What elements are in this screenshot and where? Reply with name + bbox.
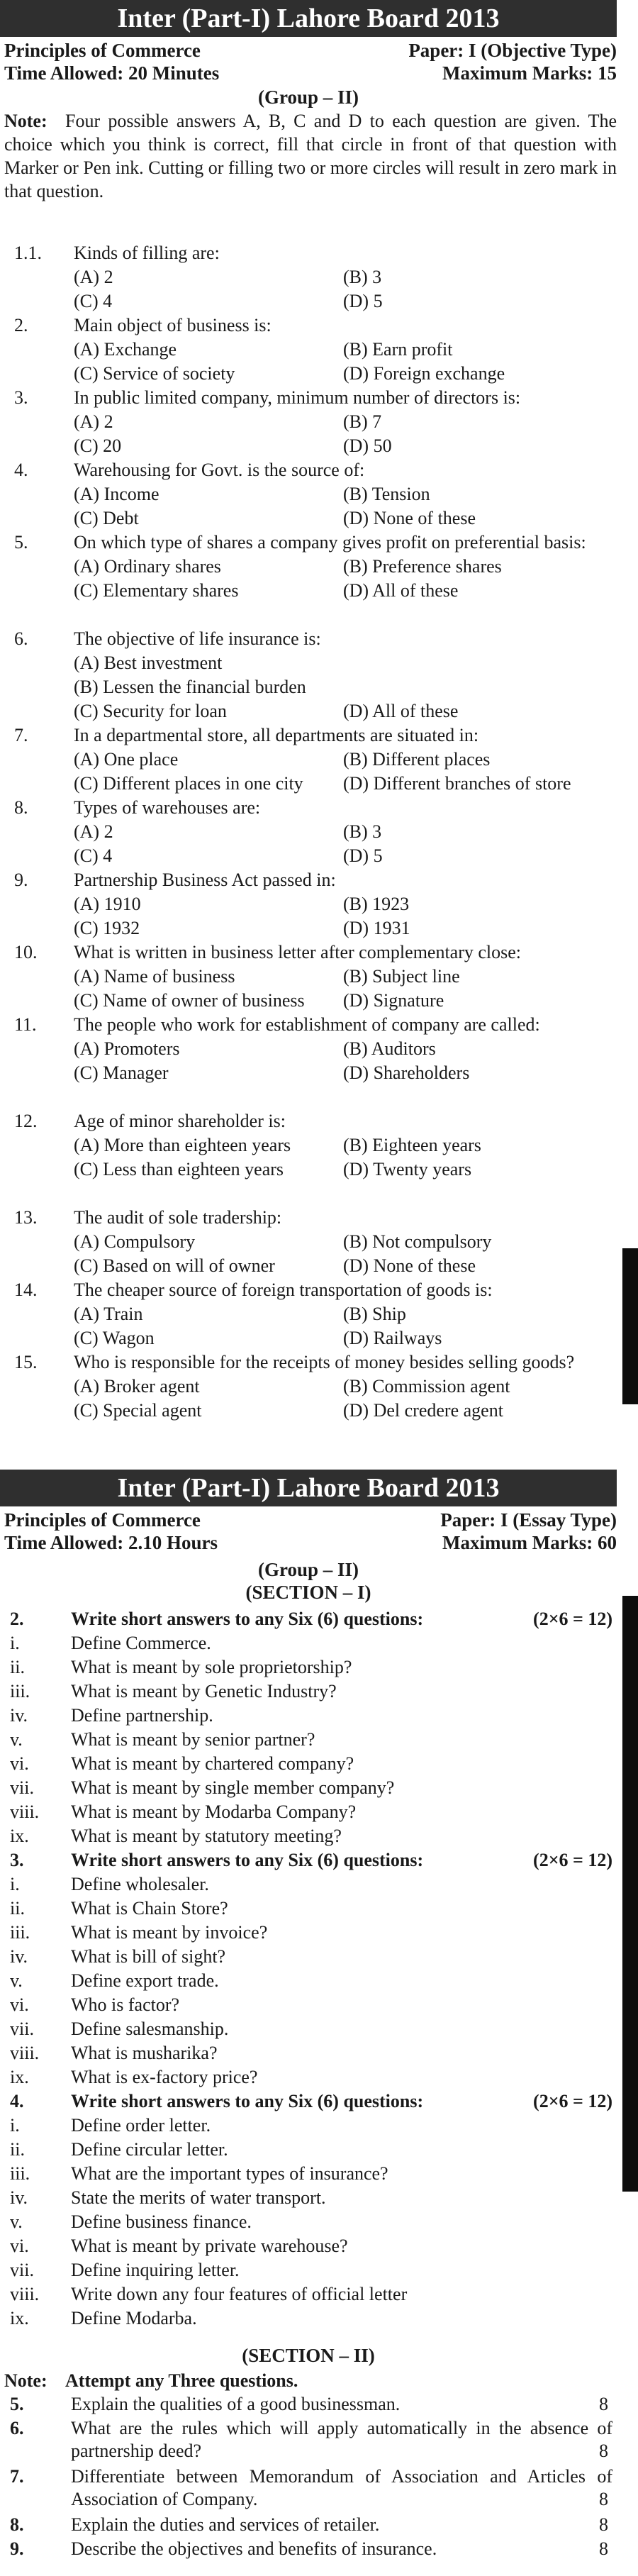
answer-option: (C) Less than eighteen years bbox=[74, 1159, 284, 1179]
item-text: Define salesmanship. bbox=[71, 2019, 229, 2039]
item-number: ii. bbox=[10, 1898, 25, 1919]
note-text: Four possible answers A, B, C and D to each question are given. The choice which you think is correct, fill that circle in front of that question with Marker or Pen ink. Cutting or filling two or more circles will result in zero mark in that question. bbox=[4, 111, 617, 201]
answer-option: (B) Ship bbox=[343, 1304, 406, 1324]
question-stem: In a departmental store, all departments are situated in: bbox=[74, 725, 479, 745]
item-text: What is meant by statutory meeting? bbox=[71, 1826, 342, 1846]
paper-type-label: Paper: I (Objective Type) bbox=[408, 40, 617, 61]
question-number: 9. bbox=[10, 2538, 24, 2559]
item-number: iii. bbox=[10, 1681, 30, 1701]
question-text bbox=[71, 2538, 617, 2560]
answer-options bbox=[74, 1230, 617, 1278]
question-instruction: Write short answers to any Six (6) questions: bbox=[71, 2091, 424, 2111]
answer-option: (D) Twenty years bbox=[343, 1159, 472, 1179]
short-question-heading bbox=[0, 1848, 617, 1872]
question-number: 8. bbox=[10, 2514, 24, 2535]
answer-option: (A) Best investment bbox=[74, 653, 223, 673]
question-instruction: Write short answers to any Six (6) questions: bbox=[71, 1850, 424, 1870]
item-number: ix. bbox=[10, 1826, 29, 1846]
answer-option: (D) Different branches of store bbox=[343, 773, 571, 794]
answer-option: (C) 4 bbox=[74, 845, 113, 866]
answer-option: (D) None of these bbox=[343, 1255, 476, 1276]
question-instruction: Write short answers to any Six (6) questions: bbox=[71, 1609, 424, 1629]
question-marks: 8 bbox=[599, 2514, 608, 2535]
question-stem: The people who work for establishment of company are called: bbox=[74, 1014, 540, 1035]
question-stem: Main object of business is: bbox=[74, 315, 272, 335]
item-number: v. bbox=[10, 2211, 23, 2232]
answer-option: (D) 50 bbox=[343, 435, 392, 456]
answer-option: (C) Different places in one city bbox=[74, 773, 303, 794]
essay-note-text: Attempt any Three questions. bbox=[65, 2370, 298, 2391]
question-stem: The audit of sole tradership: bbox=[74, 1207, 282, 1228]
marks-allocation: (2×6 = 12) bbox=[533, 2091, 612, 2111]
answer-option: (C) Manager bbox=[74, 1062, 169, 1083]
objective-question bbox=[0, 1278, 617, 1350]
answer-option: (C) 20 bbox=[74, 435, 122, 456]
answer-option: (D) All of these bbox=[343, 580, 459, 601]
short-question-item bbox=[0, 2234, 617, 2258]
long-question bbox=[0, 2417, 617, 2463]
question-marks: 8 bbox=[599, 2441, 608, 2461]
item-number: vi. bbox=[10, 1753, 29, 1774]
answer-option: (A) Broker agent bbox=[74, 1376, 200, 1397]
answer-option: (B) 3 bbox=[343, 267, 382, 287]
question-number: 4. bbox=[14, 460, 28, 480]
answer-option: (A) 2 bbox=[74, 267, 113, 287]
short-question-item bbox=[0, 1945, 617, 1969]
answer-option: (A) Income bbox=[74, 484, 160, 504]
answer-options bbox=[74, 1037, 617, 1085]
answer-option: (A) Train bbox=[74, 1304, 143, 1324]
long-question bbox=[0, 2514, 617, 2536]
answer-option: (B) Preference shares bbox=[343, 556, 502, 577]
answer-option: (C) Based on will of owner bbox=[74, 1255, 275, 1276]
question-number: 2. bbox=[14, 315, 28, 335]
short-question-item bbox=[0, 1728, 617, 1752]
question-number: 9. bbox=[14, 870, 28, 890]
item-text: State the merits of water transport. bbox=[71, 2187, 326, 2208]
answer-options bbox=[74, 1133, 617, 1182]
answer-option: (D) None of these bbox=[343, 508, 476, 528]
short-question-item bbox=[0, 2306, 617, 2331]
item-text: What is ex-factory price? bbox=[71, 2067, 258, 2087]
answer-option: (D) Shareholders bbox=[343, 1062, 470, 1083]
answer-option: (B) 1923 bbox=[343, 894, 410, 914]
answer-option: (B) Not compulsory bbox=[343, 1231, 492, 1252]
objective-question bbox=[0, 940, 617, 1013]
objective-question bbox=[0, 796, 617, 868]
item-number: vii. bbox=[10, 2019, 34, 2039]
objective-question bbox=[0, 868, 617, 940]
answer-option: (A) 2 bbox=[74, 821, 113, 842]
answer-option: (C) Service of society bbox=[74, 363, 235, 384]
item-text: Define export trade. bbox=[71, 1970, 219, 1991]
item-text: Define wholesaler. bbox=[71, 1874, 209, 1894]
answer-option: (C) 4 bbox=[74, 291, 113, 311]
answer-option: (D) Foreign exchange bbox=[343, 363, 505, 384]
question-text-content: What are the rules which will apply automatically in the absence of partnership deed? bbox=[71, 2418, 612, 2461]
question-text-content: Explain the duties and services of retailer. bbox=[71, 2514, 380, 2535]
short-question-item bbox=[0, 1921, 617, 1945]
answer-options bbox=[74, 482, 617, 531]
short-question-heading bbox=[0, 2089, 617, 2114]
objective-question bbox=[0, 531, 617, 603]
answer-option: (C) Wagon bbox=[74, 1328, 155, 1348]
answer-option: (D) Del credere agent bbox=[343, 1400, 503, 1421]
answer-option: (B) Earn profit bbox=[343, 339, 453, 360]
answer-option: (C) Debt bbox=[74, 508, 139, 528]
short-question-item bbox=[0, 1680, 617, 1704]
short-question-item bbox=[0, 1897, 617, 1921]
short-question-item bbox=[0, 1655, 617, 1680]
answer-options bbox=[74, 748, 617, 796]
short-question-item bbox=[0, 2162, 617, 2186]
question-number: 7. bbox=[10, 2466, 24, 2487]
essay-paper-banner: Inter (Part-I) Lahore Board 2013 bbox=[0, 1470, 617, 1506]
question-number: 1.1. bbox=[14, 243, 42, 263]
answer-option: (A) Promoters bbox=[74, 1038, 180, 1059]
short-question-item bbox=[0, 1969, 617, 1993]
short-question-item bbox=[0, 2065, 617, 2089]
item-text: Define Modarba. bbox=[71, 2308, 197, 2328]
scan-edge-bar bbox=[622, 1248, 638, 1404]
objective-question bbox=[0, 1350, 617, 1423]
item-text: Who is factor? bbox=[71, 1994, 180, 2015]
answer-option: (C) 1932 bbox=[74, 918, 140, 938]
objective-question bbox=[0, 241, 617, 313]
essay-note-label: Note: bbox=[4, 2370, 47, 2391]
marks-allocation: (2×6 = 12) bbox=[533, 1609, 612, 1629]
item-number: iii. bbox=[10, 2163, 30, 2184]
essay-maximum-marks-label: Maximum Marks: 60 bbox=[442, 1532, 617, 1553]
question-stem: The objective of life insurance is: bbox=[74, 628, 321, 649]
question-stem: Who is responsible for the receipts of money besides selling goods? bbox=[74, 1352, 575, 1372]
answer-options bbox=[74, 651, 617, 723]
item-text: Define partnership. bbox=[71, 1705, 213, 1726]
item-text: What is meant by single member company? bbox=[71, 1777, 395, 1798]
answer-option: (A) 2 bbox=[74, 411, 113, 432]
essay-time-allowed-label: Time Allowed: 2.10 Hours bbox=[4, 1532, 218, 1553]
objective-question bbox=[0, 1013, 617, 1085]
answer-option: (A) 1910 bbox=[74, 894, 141, 914]
short-question-item bbox=[0, 2041, 617, 2065]
short-question-heading bbox=[0, 1607, 617, 1631]
short-question-item bbox=[0, 2258, 617, 2282]
question-text-content: Explain the qualities of a good businessman. bbox=[71, 2394, 401, 2414]
item-number: iv. bbox=[10, 2187, 28, 2208]
objective-question bbox=[0, 627, 617, 723]
answer-option: (B) Different places bbox=[343, 749, 491, 770]
short-question-item bbox=[0, 1631, 617, 1655]
item-text: What is meant by Modarba Company? bbox=[71, 1801, 357, 1822]
objective-question bbox=[0, 1206, 617, 1278]
objective-paper-banner: Inter (Part-I) Lahore Board 2013 bbox=[0, 0, 617, 37]
item-text: What is meant by sole proprietorship? bbox=[71, 1657, 352, 1677]
answer-options bbox=[74, 820, 617, 868]
item-number: i. bbox=[10, 1633, 20, 1653]
short-question-item bbox=[0, 2186, 617, 2210]
answer-options bbox=[74, 892, 617, 940]
objective-question bbox=[0, 458, 617, 531]
item-number: viii. bbox=[10, 2043, 40, 2063]
question-number: 15. bbox=[14, 1352, 38, 1372]
question-stem: Partnership Business Act passed in: bbox=[74, 870, 336, 890]
item-text: Define circular letter. bbox=[71, 2139, 228, 2160]
question-number: 7. bbox=[14, 725, 28, 745]
answer-option: (A) More than eighteen years bbox=[74, 1135, 291, 1155]
section-one-heading: (SECTION – I) bbox=[245, 1582, 371, 1603]
item-text: What is musharika? bbox=[71, 2043, 218, 2063]
question-number: 3. bbox=[10, 1850, 24, 1870]
item-number: vii. bbox=[10, 1777, 34, 1798]
answer-option: (B) Subject line bbox=[343, 966, 460, 987]
item-text: What is meant by chartered company? bbox=[71, 1753, 354, 1774]
question-text bbox=[71, 2393, 617, 2416]
item-number: iv. bbox=[10, 1705, 28, 1726]
objective-note bbox=[4, 109, 617, 203]
short-question-item bbox=[0, 2210, 617, 2234]
question-number: 12. bbox=[14, 1111, 38, 1131]
item-text: What is meant by Genetic Industry? bbox=[71, 1681, 337, 1701]
item-number: ii. bbox=[10, 2139, 25, 2160]
answer-options bbox=[74, 965, 617, 1013]
objective-question bbox=[0, 723, 617, 796]
question-number: 5. bbox=[14, 532, 28, 553]
question-text bbox=[71, 2417, 617, 2463]
answer-option: (A) Name of business bbox=[74, 966, 235, 987]
answer-options bbox=[74, 338, 617, 386]
marks-allocation: (2×6 = 12) bbox=[533, 1850, 612, 1870]
note-label: Note: bbox=[4, 111, 47, 131]
short-question-item bbox=[0, 2114, 617, 2138]
item-text: What is meant by private warehouse? bbox=[71, 2236, 348, 2256]
item-text: What is Chain Store? bbox=[71, 1898, 228, 1919]
item-number: v. bbox=[10, 1970, 23, 1991]
essay-note bbox=[4, 2369, 617, 2392]
question-number: 13. bbox=[14, 1207, 38, 1228]
question-stem: Kinds of filling are: bbox=[74, 243, 220, 263]
short-question-item bbox=[0, 2017, 617, 2041]
answer-options bbox=[74, 265, 617, 313]
answer-option: (A) Exchange bbox=[74, 339, 177, 360]
essay-paper-type-label: Paper: I (Essay Type) bbox=[440, 1509, 617, 1531]
answer-option: (A) Compulsory bbox=[74, 1231, 196, 1252]
answer-option: (C) Elementary shares bbox=[74, 580, 239, 601]
objective-question bbox=[0, 1109, 617, 1182]
answer-option: (B) Eighteen years bbox=[343, 1135, 481, 1155]
question-number: 8. bbox=[14, 797, 28, 818]
answer-option: (B) 3 bbox=[343, 821, 382, 842]
question-number: 14. bbox=[14, 1279, 38, 1300]
question-text-content: Differentiate between Memorandum of Association and Articles of Association of Company. bbox=[71, 2466, 612, 2509]
maximum-marks-label: Maximum Marks: 15 bbox=[442, 62, 617, 84]
answer-option: (D) Railways bbox=[343, 1328, 442, 1348]
question-text bbox=[71, 2514, 617, 2536]
question-marks: 8 bbox=[599, 2489, 608, 2509]
question-marks: 8 bbox=[599, 2538, 608, 2559]
item-number: viii. bbox=[10, 2284, 40, 2304]
question-stem: What is written in business letter after complementary close: bbox=[74, 942, 522, 962]
item-text: What is meant by senior partner? bbox=[71, 1729, 315, 1750]
objective-question bbox=[0, 313, 617, 386]
time-allowed-label: Time Allowed: 20 Minutes bbox=[4, 62, 220, 84]
short-question-item bbox=[0, 2282, 617, 2306]
answer-option: (D) 5 bbox=[343, 291, 383, 311]
short-question-item bbox=[0, 2138, 617, 2162]
item-text: Define business finance. bbox=[71, 2211, 252, 2232]
item-number: ix. bbox=[10, 2308, 29, 2328]
scan-edge-bar bbox=[622, 1596, 638, 2192]
answer-option: (D) Signature bbox=[343, 990, 444, 1011]
question-stem: On which type of shares a company gives profit on preferential basis: bbox=[74, 532, 586, 553]
answer-option: (A) Ordinary shares bbox=[74, 556, 221, 577]
short-question-item bbox=[0, 1824, 617, 1848]
answer-option: (D) All of these bbox=[343, 701, 459, 721]
question-text bbox=[71, 2465, 617, 2511]
item-text: Define order letter. bbox=[71, 2115, 211, 2136]
short-question-item bbox=[0, 1752, 617, 1776]
short-question-item bbox=[0, 1872, 617, 1897]
item-number: iv. bbox=[10, 1946, 28, 1967]
short-question-item bbox=[0, 1800, 617, 1824]
subject-label: Principles of Commerce bbox=[4, 40, 201, 61]
answer-option: (C) Name of owner of business bbox=[74, 990, 305, 1011]
answer-option: (B) 7 bbox=[343, 411, 382, 432]
answer-option: (D) 5 bbox=[343, 845, 383, 866]
answer-option: (B) Auditors bbox=[343, 1038, 436, 1059]
answer-option: (B) Tension bbox=[343, 484, 430, 504]
short-question-item bbox=[0, 1704, 617, 1728]
item-text: What are the important types of insurance? bbox=[71, 2163, 388, 2184]
item-number: i. bbox=[10, 2115, 20, 2136]
item-text: What is bill of sight? bbox=[71, 1946, 226, 1967]
section-two-heading: (SECTION – II) bbox=[242, 2345, 375, 2366]
item-number: v. bbox=[10, 1729, 23, 1750]
item-number: vi. bbox=[10, 2236, 29, 2256]
long-question bbox=[0, 2538, 617, 2560]
answer-options bbox=[74, 555, 617, 603]
item-text: Define inquiring letter. bbox=[71, 2260, 240, 2280]
question-marks: 8 bbox=[599, 2394, 608, 2414]
question-number: 10. bbox=[14, 942, 38, 962]
question-stem: Age of minor shareholder is: bbox=[74, 1111, 286, 1131]
question-number: 6. bbox=[14, 628, 28, 649]
answer-options bbox=[74, 410, 617, 458]
question-number: 6. bbox=[10, 2418, 24, 2438]
short-question-item bbox=[0, 1776, 617, 1800]
group-label: (Group – II) bbox=[257, 87, 359, 108]
item-text: What is meant by invoice? bbox=[71, 1922, 268, 1943]
item-number: vii. bbox=[10, 2260, 34, 2280]
long-question bbox=[0, 2393, 617, 2416]
question-stem: Warehousing for Govt. is the source of: bbox=[74, 460, 365, 480]
answer-option: (B) Commission agent bbox=[343, 1376, 510, 1397]
item-number: ii. bbox=[10, 1657, 25, 1677]
item-number: viii. bbox=[10, 1801, 40, 1822]
question-stem: The cheaper source of foreign transportation of goods is: bbox=[74, 1279, 493, 1300]
question-number: 2. bbox=[10, 1609, 24, 1629]
answer-option: (D) 1931 bbox=[343, 918, 410, 938]
short-question-item bbox=[0, 1993, 617, 2017]
objective-question bbox=[0, 386, 617, 458]
item-text: Write down any four features of official letter bbox=[71, 2284, 408, 2304]
answer-options bbox=[74, 1375, 617, 1423]
item-number: vi. bbox=[10, 1994, 29, 2015]
long-question bbox=[0, 2465, 617, 2511]
question-number: 4. bbox=[10, 2091, 24, 2111]
question-number: 3. bbox=[14, 387, 28, 408]
answer-option: (B) Lessen the financial burden bbox=[74, 677, 306, 697]
essay-group-label: (Group – II) bbox=[257, 1559, 359, 1580]
answer-option: (C) Security for loan bbox=[74, 701, 227, 721]
question-stem: In public limited company, minimum number of directors is: bbox=[74, 387, 521, 408]
question-number: 5. bbox=[10, 2394, 24, 2414]
essay-subject-label: Principles of Commerce bbox=[4, 1509, 201, 1531]
item-number: iii. bbox=[10, 1922, 30, 1943]
question-text-content: Describe the objectives and benefits of insurance. bbox=[71, 2538, 437, 2559]
item-number: i. bbox=[10, 1874, 20, 1894]
question-number: 11. bbox=[14, 1014, 37, 1035]
answer-option: (C) Special agent bbox=[74, 1400, 202, 1421]
item-text: Define Commerce. bbox=[71, 1633, 211, 1653]
item-number: ix. bbox=[10, 2067, 29, 2087]
answer-option: (A) One place bbox=[74, 749, 179, 770]
question-stem: Types of warehouses are: bbox=[74, 797, 261, 818]
answer-options bbox=[74, 1302, 617, 1350]
